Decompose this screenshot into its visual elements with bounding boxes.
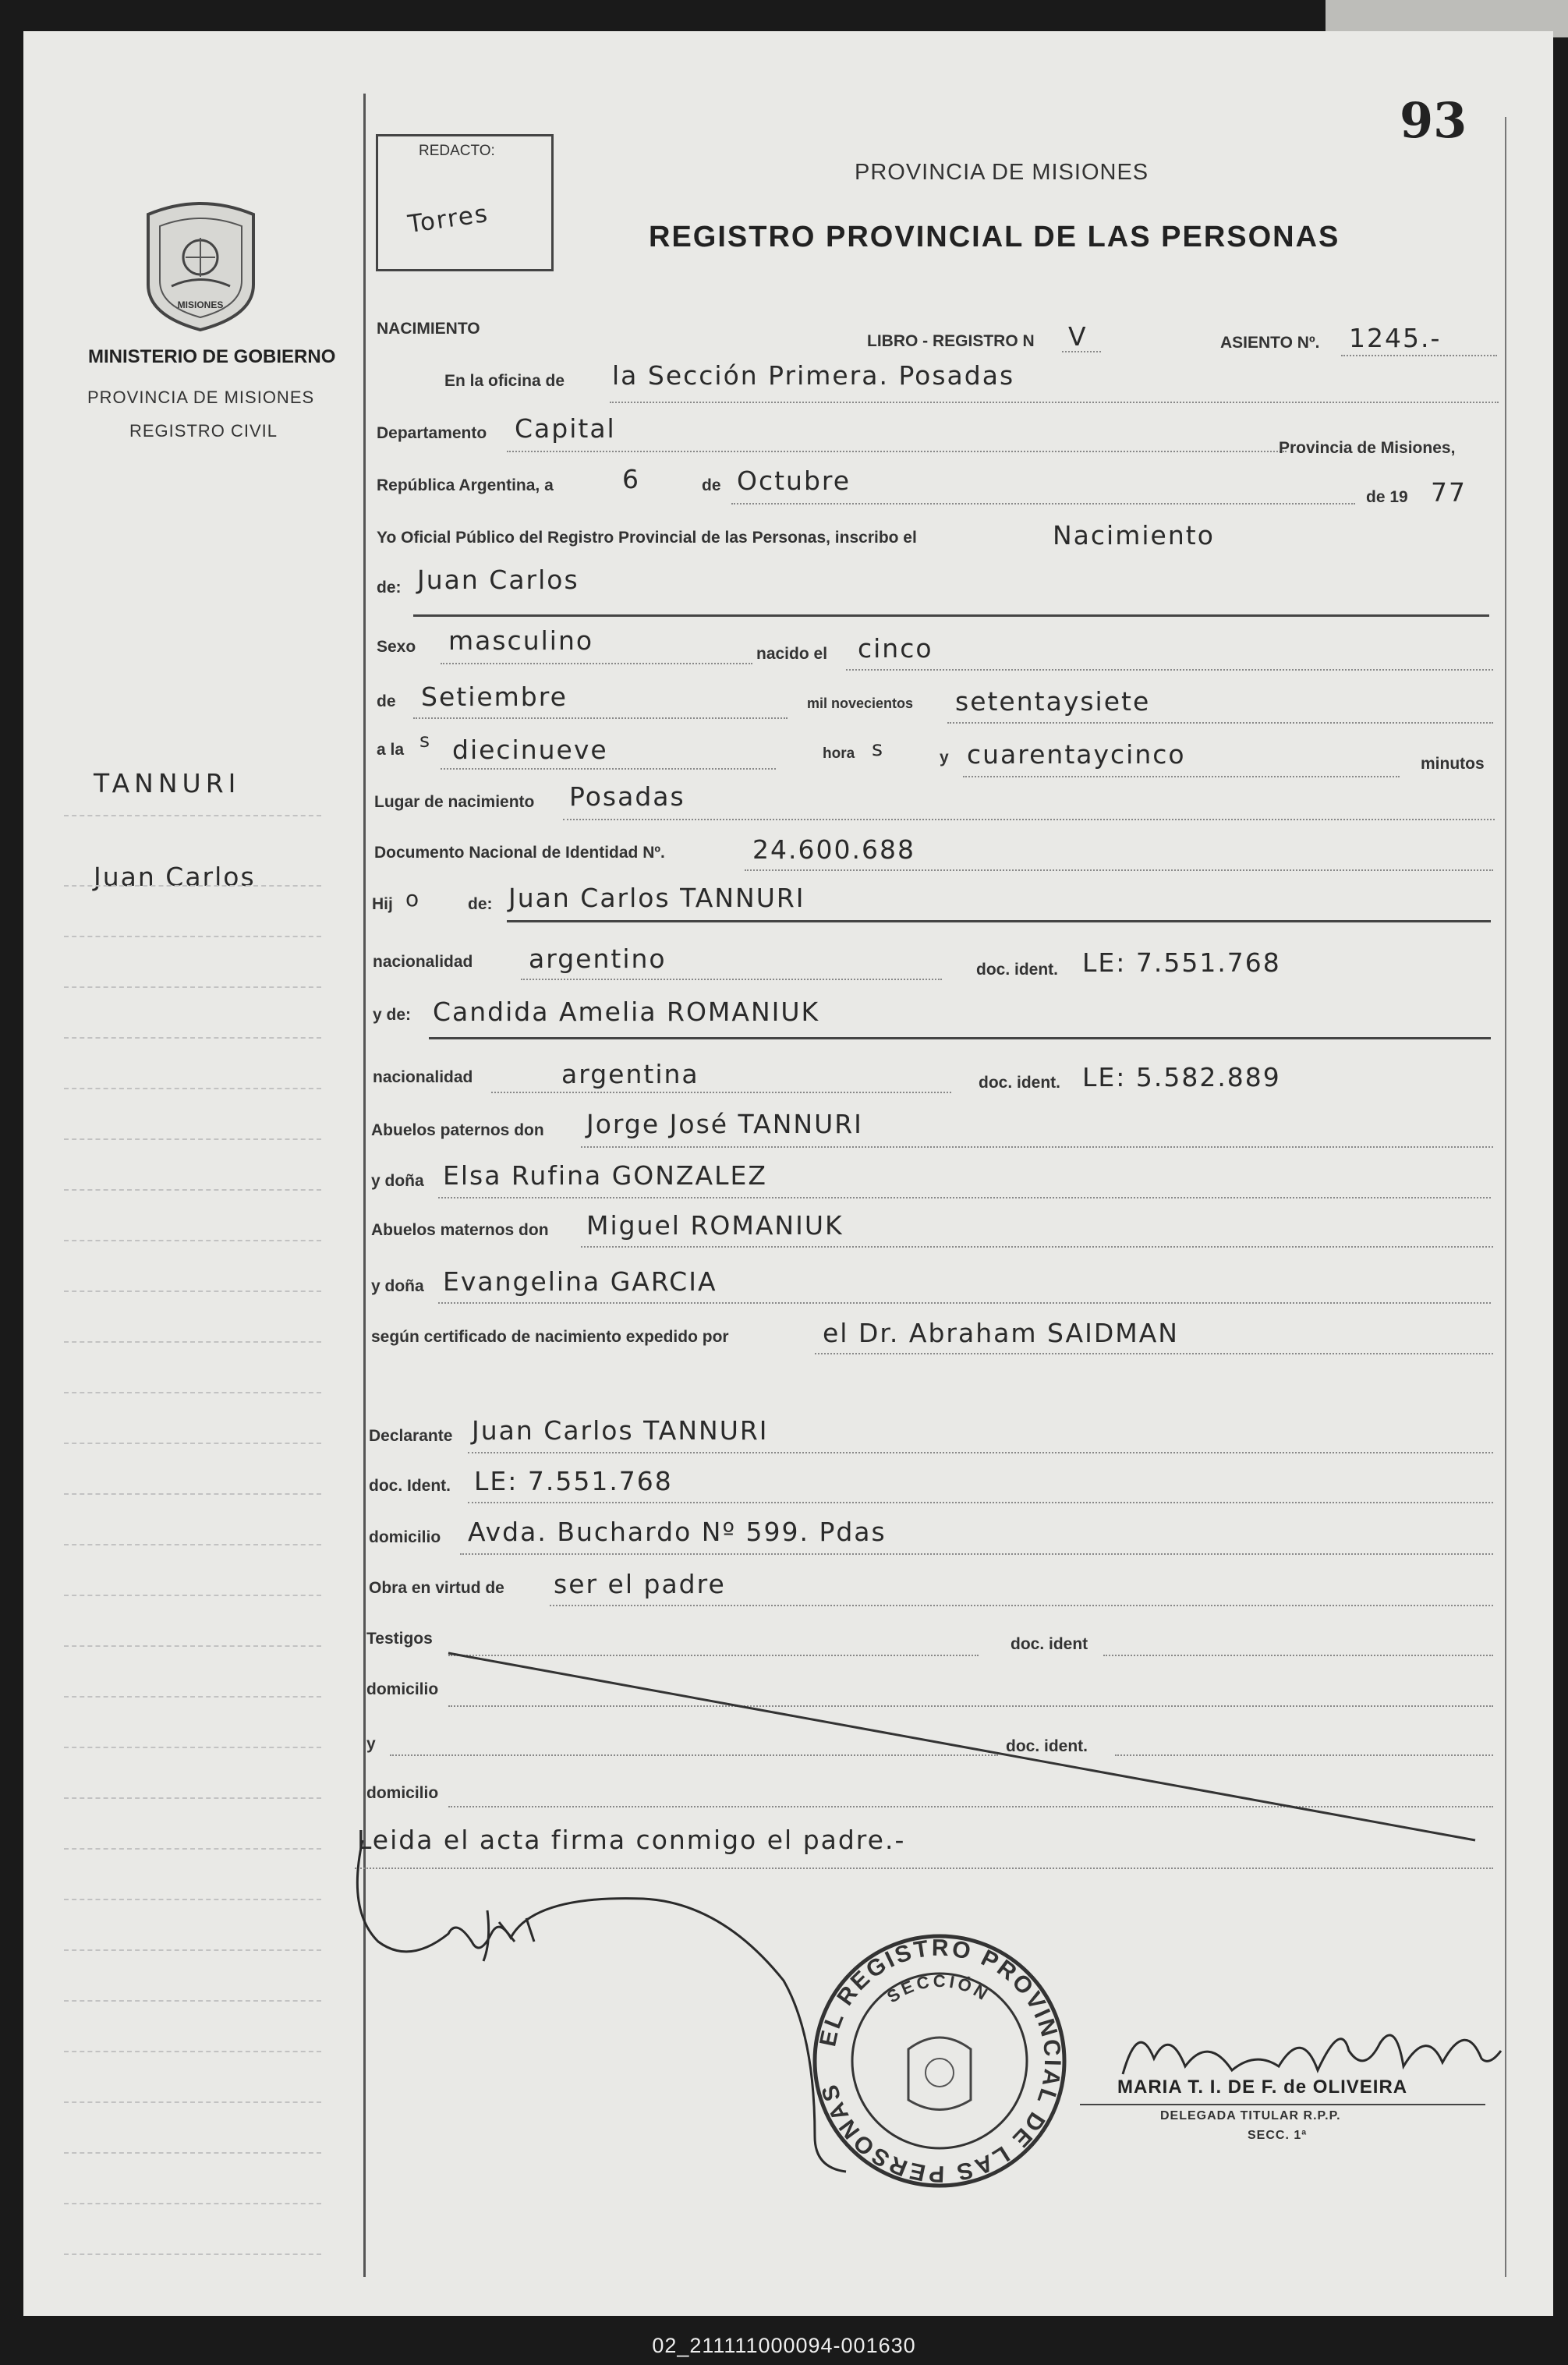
dotted-line bbox=[438, 1302, 1491, 1304]
libro-value: V bbox=[1068, 321, 1088, 352]
abuelos-paternos-label: Abuelos paternos don bbox=[371, 1121, 544, 1139]
right-border bbox=[1505, 117, 1506, 2277]
margin-rule bbox=[64, 1392, 321, 1393]
anio-nacido-value: setentaysiete bbox=[955, 686, 1151, 717]
abuela-pat-value: Elsa Rufina GONZALEZ bbox=[443, 1160, 767, 1191]
nac-madre-value: argentina bbox=[561, 1059, 699, 1089]
margin-rule bbox=[64, 2253, 321, 2255]
margin-given-name: Juan Carlos bbox=[94, 862, 256, 892]
dotted-line bbox=[468, 1452, 1493, 1453]
margin-rule bbox=[64, 936, 321, 937]
domicilio-value: Avda. Buchardo Nº 599. Pdas bbox=[468, 1517, 887, 1547]
mes-value: Octubre bbox=[737, 466, 851, 496]
doc-ident3-label: doc. Ident. bbox=[369, 1477, 451, 1495]
margin-rule bbox=[64, 1290, 321, 1292]
year-label: de 19 bbox=[1366, 488, 1408, 506]
republica-label: República Argentina, a bbox=[377, 476, 554, 494]
nacionalidad2-label: nacionalidad bbox=[373, 1068, 473, 1086]
y-de-label: y de: bbox=[373, 1006, 412, 1024]
doc-ident-label: doc. ident. bbox=[976, 961, 1058, 979]
doc-madre-value: LE: 5.582.889 bbox=[1082, 1062, 1281, 1092]
margin-rule bbox=[64, 1645, 321, 1647]
nacionalidad-label: nacionalidad bbox=[373, 953, 473, 971]
dotted-line bbox=[581, 1246, 1493, 1248]
domicilio3-label: domicilio bbox=[366, 1784, 439, 1802]
departamento-value: Capital bbox=[515, 413, 616, 444]
nacido-el-label: nacido el bbox=[756, 645, 828, 663]
dotted-line bbox=[521, 979, 942, 980]
dotted-line bbox=[731, 503, 1355, 505]
dotted-line bbox=[1341, 355, 1497, 356]
acto-value: Nacimiento bbox=[1053, 520, 1215, 551]
lugar-value: Posadas bbox=[569, 781, 685, 812]
declarant-signature bbox=[347, 1825, 877, 2176]
domicilio2-label: domicilio bbox=[366, 1680, 439, 1698]
image-id-footer: 02_211111000094-001630 bbox=[0, 2327, 1568, 2365]
dni-value: 24.600.688 bbox=[752, 834, 915, 865]
margin-rule bbox=[64, 1544, 321, 1545]
dia-value: 6 bbox=[622, 464, 640, 494]
dotted-line bbox=[947, 722, 1493, 724]
margin-rule bbox=[64, 1189, 321, 1191]
hora-suffix: s bbox=[872, 737, 885, 761]
abuela-mat-value: Evangelina GARCIA bbox=[443, 1266, 717, 1297]
testigos-label: Testigos bbox=[366, 1630, 433, 1648]
nac-padre-value: argentino bbox=[529, 944, 667, 974]
dotted-line bbox=[460, 1553, 1493, 1555]
abuelo-pat-value: Jorge José TANNURI bbox=[586, 1109, 863, 1139]
obra-label: Obra en virtud de bbox=[369, 1579, 504, 1597]
dotted-line bbox=[745, 869, 1493, 871]
margin-rule bbox=[64, 815, 321, 816]
seal-label: MISIONES bbox=[177, 299, 224, 310]
year-suffix-value: 77 bbox=[1431, 477, 1467, 508]
yo-oficial-label: Yo Oficial Público del Registro Provincial de las Personas, inscribo el bbox=[377, 529, 917, 547]
underline bbox=[429, 1037, 1491, 1039]
margin-rule bbox=[64, 1088, 321, 1089]
declarante-value: Juan Carlos TANNURI bbox=[472, 1415, 769, 1446]
nombre-value: Juan Carlos bbox=[417, 565, 579, 595]
y-dona2-label: y doña bbox=[371, 1277, 424, 1295]
hij-label: Hij bbox=[372, 895, 393, 913]
libro-label: LIBRO - REGISTRO N bbox=[867, 332, 1035, 350]
dotted-line bbox=[550, 1605, 1493, 1606]
stamp-ring-text: EL REGISTRO PROVINCIAL DE LAS PERSONAS bbox=[815, 1935, 1066, 2187]
dotted-line bbox=[438, 1197, 1491, 1198]
mes-nacido-value: Setiembre bbox=[421, 682, 568, 712]
nacimiento-label: NACIMIENTO bbox=[377, 320, 480, 338]
abuelo-mat-value: Miguel ROMANIUK bbox=[586, 1210, 844, 1241]
margin-rule bbox=[64, 1899, 321, 1900]
provincia-misiones-label: Provincia de Misiones, bbox=[1279, 439, 1456, 457]
a-la-suffix: s bbox=[419, 729, 432, 752]
margin-rule bbox=[64, 2000, 321, 2002]
margin-rule bbox=[64, 1138, 321, 1140]
de-colon-label: de: bbox=[377, 579, 402, 597]
svg-text:SECCIÓN bbox=[883, 1971, 993, 2007]
dotted-line bbox=[441, 768, 776, 770]
doc-ident5-label: doc. ident. bbox=[1006, 1737, 1088, 1755]
official-name: MARIA T. I. DE F. de OLIVEIRA bbox=[1117, 2076, 1408, 2098]
asiento-label: ASIENTO Nº. bbox=[1220, 334, 1320, 352]
de-colon2-label: de: bbox=[468, 895, 493, 913]
abuelos-maternos-label: Abuelos maternos don bbox=[371, 1221, 549, 1239]
hora-texto-value: diecinueve bbox=[452, 735, 608, 765]
margin-rule bbox=[64, 1797, 321, 1799]
padre-value: Juan Carlos TANNURI bbox=[508, 883, 805, 913]
obra-value: ser el padre bbox=[554, 1569, 726, 1599]
oficina-value: la Sección Primera. Posadas bbox=[612, 360, 1015, 391]
dotted-line bbox=[963, 776, 1400, 777]
sexo-label: Sexo bbox=[377, 638, 416, 656]
ministry-title: MINISTERIO DE GOBIERNO bbox=[88, 346, 336, 367]
doc-declarante-value: LE: 7.551.768 bbox=[474, 1466, 673, 1496]
dotted-line bbox=[815, 1353, 1493, 1354]
y-dona-label: y doña bbox=[371, 1172, 424, 1190]
margin-rule bbox=[64, 1037, 321, 1039]
dotted-line bbox=[468, 1502, 1493, 1503]
dotted-line bbox=[1062, 351, 1101, 352]
doc-ident2-label: doc. ident. bbox=[979, 1074, 1060, 1092]
margin-rule bbox=[64, 1240, 321, 1241]
dotted-line bbox=[507, 451, 1287, 452]
stamp-inner-text: SECCIÓN bbox=[883, 1970, 994, 2007]
margin-rule bbox=[64, 2101, 321, 2103]
header-province: PROVINCIA DE MISIONES bbox=[855, 160, 1149, 185]
margin-rule bbox=[64, 1696, 321, 1698]
lugar-label: Lugar de nacimiento bbox=[374, 793, 535, 811]
redacto-value: Torres bbox=[406, 199, 491, 239]
doc-padre-value: LE: 7.551.768 bbox=[1082, 947, 1281, 978]
margin-surname: TANNURI bbox=[94, 768, 241, 798]
dotted-line bbox=[610, 402, 1499, 403]
closing-text: Leida el acta firma conmigo el padre.- bbox=[357, 1825, 906, 1855]
margin-rule bbox=[64, 2051, 321, 2052]
margin-rule bbox=[64, 1341, 321, 1343]
dotted-line bbox=[441, 663, 752, 664]
de-mes-label: de bbox=[377, 692, 396, 710]
official-role: DELEGADA TITULAR R.P.P. bbox=[1160, 2109, 1341, 2122]
mil-novecientos-label: mil novecientos bbox=[807, 696, 914, 711]
margin-rule bbox=[64, 1949, 321, 1951]
margin-rule bbox=[64, 885, 321, 887]
hij-suffix: o bbox=[405, 886, 421, 912]
sexo-value: masculino bbox=[448, 625, 594, 656]
segun-label: según certificado de nacimiento expedido por bbox=[371, 1328, 729, 1346]
margin-rule bbox=[64, 1443, 321, 1444]
dotted-line bbox=[413, 717, 788, 719]
dni-label: Documento Nacional de Identidad Nº. bbox=[374, 844, 665, 862]
asiento-value: 1245.- bbox=[1349, 323, 1442, 353]
ministry-office: REGISTRO CIVIL bbox=[129, 421, 278, 441]
underline bbox=[413, 614, 1489, 617]
a-la-label: a la bbox=[377, 741, 405, 759]
madre-value: Candida Amelia ROMANIUK bbox=[433, 997, 820, 1027]
certificado-value: el Dr. Abraham SAIDMAN bbox=[823, 1318, 1179, 1348]
dotted-line bbox=[563, 819, 1495, 820]
domicilio-label: domicilio bbox=[369, 1528, 441, 1546]
y-label: y bbox=[940, 749, 949, 767]
hora-label: hora bbox=[823, 745, 855, 762]
minutos-label: minutos bbox=[1421, 755, 1485, 773]
page-number: 93 bbox=[1400, 92, 1467, 149]
margin-rule bbox=[64, 1493, 321, 1495]
doc-ident4-label: doc. ident bbox=[1011, 1635, 1088, 1653]
official-stamp bbox=[811, 1932, 1068, 2190]
oficina-label: En la oficina de bbox=[444, 372, 565, 390]
dotted-line bbox=[581, 1146, 1493, 1148]
margin-rule bbox=[64, 1848, 321, 1850]
margin-rule bbox=[64, 986, 321, 988]
dotted-line bbox=[491, 1092, 951, 1093]
margin-rule bbox=[64, 2152, 321, 2154]
redacto-label: REDACTO: bbox=[419, 143, 495, 159]
header-title: REGISTRO PROVINCIAL DE LAS PERSONAS bbox=[649, 221, 1340, 253]
underline bbox=[507, 920, 1491, 922]
dotted-line bbox=[846, 669, 1493, 671]
coat-of-arms-seal bbox=[140, 199, 261, 331]
strike-line bbox=[444, 1637, 1481, 1856]
minutos-texto-value: cuarentaycinco bbox=[967, 739, 1186, 770]
ministry-province: PROVINCIA DE MISIONES bbox=[87, 388, 315, 407]
departamento-label: Departamento bbox=[377, 424, 487, 442]
signature-line bbox=[1080, 2104, 1485, 2105]
y2-label: y bbox=[366, 1735, 376, 1753]
margin-rule bbox=[64, 2203, 321, 2204]
margin-rule bbox=[64, 1747, 321, 1748]
declarante-label: Declarante bbox=[369, 1427, 453, 1445]
dia-nacido-value: cinco bbox=[858, 633, 933, 664]
margin-rule bbox=[64, 1595, 321, 1596]
de-label: de bbox=[702, 476, 721, 494]
official-section: SECC. 1ª bbox=[1248, 2129, 1308, 2142]
redacto-box bbox=[376, 134, 554, 271]
